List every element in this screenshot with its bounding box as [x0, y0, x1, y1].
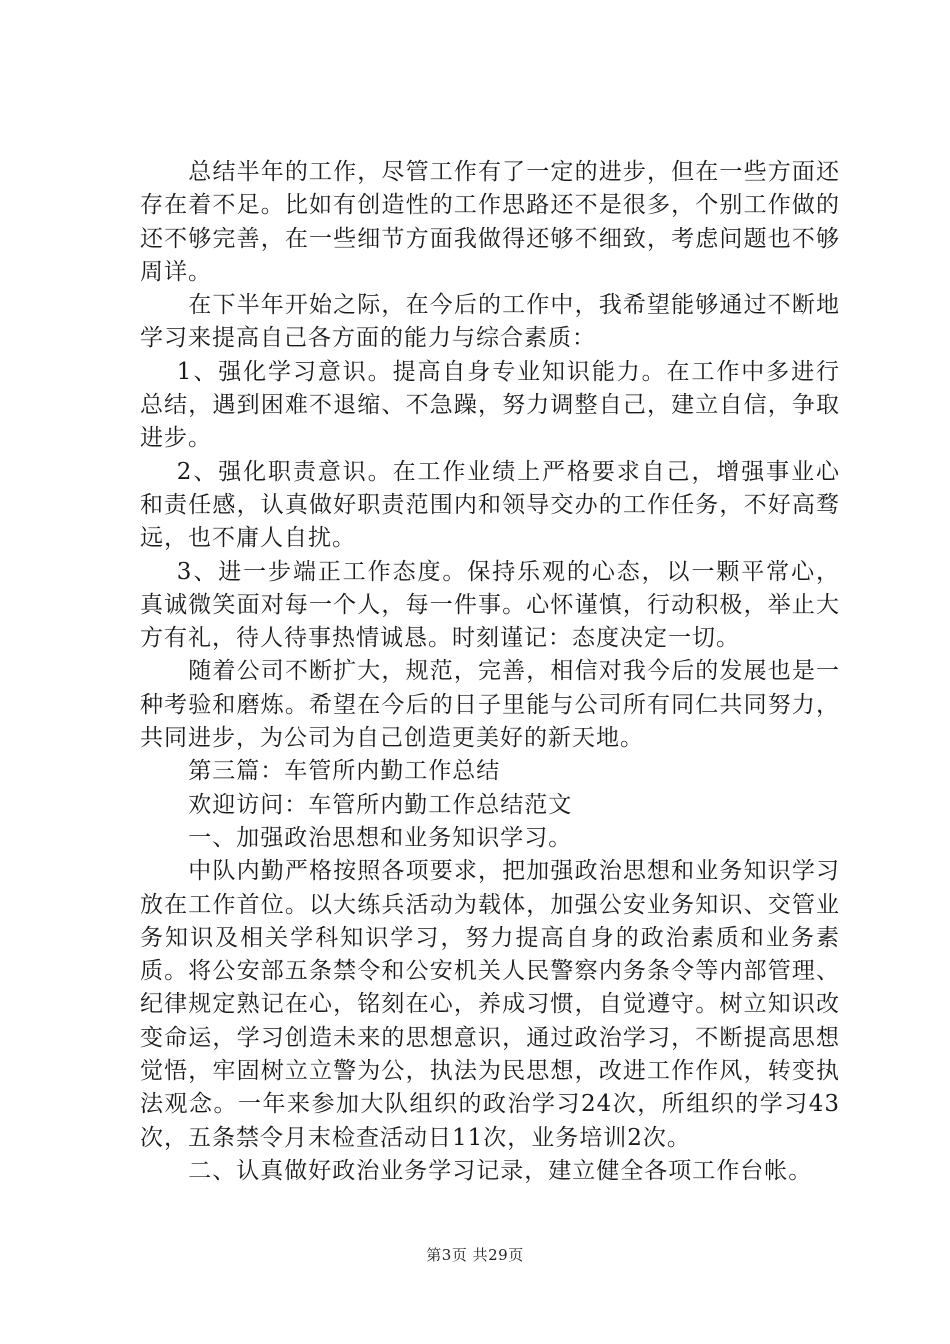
page-footer: 第3页 共29页: [426, 1246, 524, 1264]
paragraph-item-3: 3、进一步端正工作态度。保持乐观的心态，以一颗平常心，真诚微笑面对每一个人，每一件事。心怀谨慎，行动积极，举止大方有礼，待人待事热情诚恳。时刻谨记：态度决定一切。: [140, 558, 840, 652]
paragraph-second-half-plan: 在下半年开始之际，在今后的工作中，我希望能够通过不断地学习来提高自己各方面的能力与综合素质：: [140, 292, 840, 352]
subheading-2: 二、认真做好政治业务学习记录，建立健全各项工作台帐。: [188, 1157, 813, 1184]
paragraph-item-2: 2、强化职责意识。在工作业绩上严格要求自己，增强事业心和责任感，认真做好职责范围内和领导交办的工作任务，不好高骛远，也不庸人自扰。: [140, 458, 840, 552]
welcome-line: 欢迎访问：车管所内勤工作总结范文: [188, 791, 573, 818]
paragraph-company-outlook: 随着公司不断扩大，规范，完善，相信对我今后的发展也是一种考验和磨炼。希望在今后的日子里能与公司所有同仁共同努力，共同进步，为公司为自己创造更美好的新天地。: [140, 658, 840, 752]
subheading-1: 一、加强政治思想和业务知识学习。: [188, 824, 573, 851]
document-body: [140, 156, 840, 1188]
paragraph-item-1: 1、强化学习意识。提高自身专业知识能力。在工作中多进行总结，遇到困难不退缩、不急躁，努力调整自己，建立自信，争取进步。: [140, 358, 840, 452]
paragraph-study: 中队内勤严格按照各项要求，把加强政治思想和业务知识学习放在工作首位。以大练兵活动为载体，加强公安业务知识、交管业务知识及相关学科知识学习，努力提高自身的政治素质和业务素质。将公安部五条禁令和公安机关人民警察内务条令等内部管理、纪律规定熟记在心，铭刻在心，养成习惯，自觉遵守。树立知识改变命运，学习创造未来的思想意识，通过政治学习，不断提高思想觉悟，牢固树立立警为公，执法为民思想，改进工作作风，转变执法观念。一年来参加大队组织的政治学习24次，所组织的学习43次，五条禁令月末检查活动日11次，业务培训2次。: [140, 858, 840, 1151]
section-heading: 第三篇：车管所内勤工作总结: [188, 758, 501, 785]
paragraph-summary: 总结半年的工作，尽管工作有了一定的进步，但在一些方面还存在着不足。比如有创造性的工作思路还不是很多，个别工作做的还不够完善，在一些细节方面我做得还够不细致，考虑问题也不够周详。: [140, 159, 840, 285]
